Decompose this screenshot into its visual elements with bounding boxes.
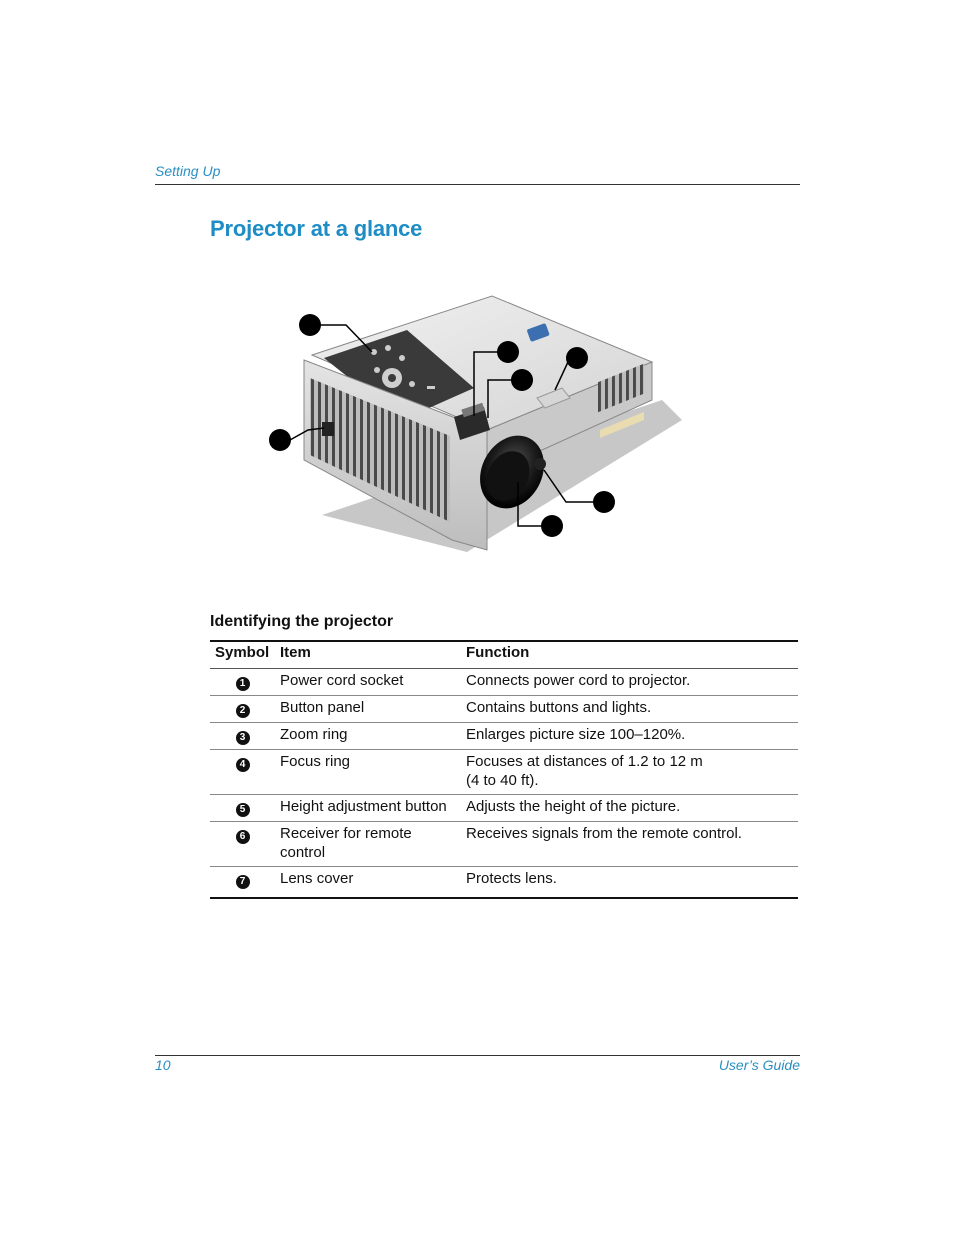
function-cell: Adjusts the height of the picture. bbox=[461, 795, 798, 822]
table-row bbox=[210, 723, 798, 750]
svg-text:1: 1 bbox=[276, 435, 284, 447]
symbol-badge: 6 bbox=[236, 830, 250, 844]
table-header-row bbox=[210, 641, 798, 669]
svg-text:7: 7 bbox=[548, 521, 556, 533]
svg-text:3: 3 bbox=[504, 347, 512, 359]
function-cell: Receives signals from the remote control. bbox=[461, 822, 798, 867]
table-caption: Identifying the projector bbox=[210, 613, 394, 630]
symbol-badge: 5 bbox=[236, 803, 250, 817]
symbol-badge: 2 bbox=[236, 704, 250, 718]
callout-marker bbox=[593, 491, 615, 513]
symbol-badge: 3 bbox=[236, 731, 250, 745]
table-row bbox=[210, 867, 798, 899]
svg-text:5: 5 bbox=[600, 497, 608, 509]
callout-marker bbox=[497, 341, 519, 363]
symbol-badge: 4 bbox=[236, 758, 250, 772]
item-cell: Height adjustment button bbox=[275, 795, 461, 822]
callout-marker bbox=[269, 429, 291, 451]
footer-rule bbox=[155, 1055, 800, 1056]
header-rule bbox=[155, 184, 800, 185]
item-cell: Receiver for remote control bbox=[275, 822, 461, 867]
table-row bbox=[210, 822, 798, 867]
item-cell: Button panel bbox=[275, 696, 461, 723]
item-header: Item bbox=[275, 641, 461, 669]
page-number: 10 bbox=[155, 1057, 171, 1073]
function-cell: Connects power cord to projector. bbox=[461, 669, 798, 696]
power-socket bbox=[322, 422, 334, 436]
item-cell: Lens cover bbox=[280, 870, 354, 887]
callout-marker bbox=[566, 347, 588, 369]
symbol-badge: 1 bbox=[236, 677, 250, 691]
function-cell: Contains buttons and lights. bbox=[461, 696, 798, 723]
function-cell: Focuses at distances of 1.2 to 12 m (4 to 40 ft). bbox=[461, 750, 798, 795]
callout-marker bbox=[299, 314, 321, 336]
table-row bbox=[210, 750, 798, 795]
function-cell: Enlarges picture size 100–120%. bbox=[461, 723, 798, 750]
table-row bbox=[210, 669, 798, 696]
item-cell: Zoom ring bbox=[275, 723, 461, 750]
remote-receiver bbox=[534, 458, 546, 470]
callout-marker bbox=[541, 515, 563, 537]
table-row bbox=[210, 696, 798, 723]
function-cell: Protects lens. bbox=[466, 870, 557, 887]
item-cell: Focus ring bbox=[275, 750, 461, 795]
footer-title: User’s Guide bbox=[718, 1057, 800, 1073]
svg-text:4: 4 bbox=[518, 375, 526, 387]
page-title: Projector at a glance bbox=[210, 216, 423, 241]
running-head: Setting Up bbox=[155, 163, 221, 179]
item-cell: Power cord socket bbox=[275, 669, 461, 696]
symbol-badge: 7 bbox=[236, 875, 250, 889]
projector-parts-table bbox=[210, 640, 798, 899]
symbol-header: Symbol bbox=[210, 641, 275, 669]
svg-text:2: 2 bbox=[306, 320, 314, 332]
callout-marker bbox=[511, 369, 533, 391]
function-header: Function bbox=[461, 641, 798, 669]
svg-text:6: 6 bbox=[573, 353, 581, 365]
table-row bbox=[210, 795, 798, 822]
projector-illustration bbox=[262, 290, 682, 560]
